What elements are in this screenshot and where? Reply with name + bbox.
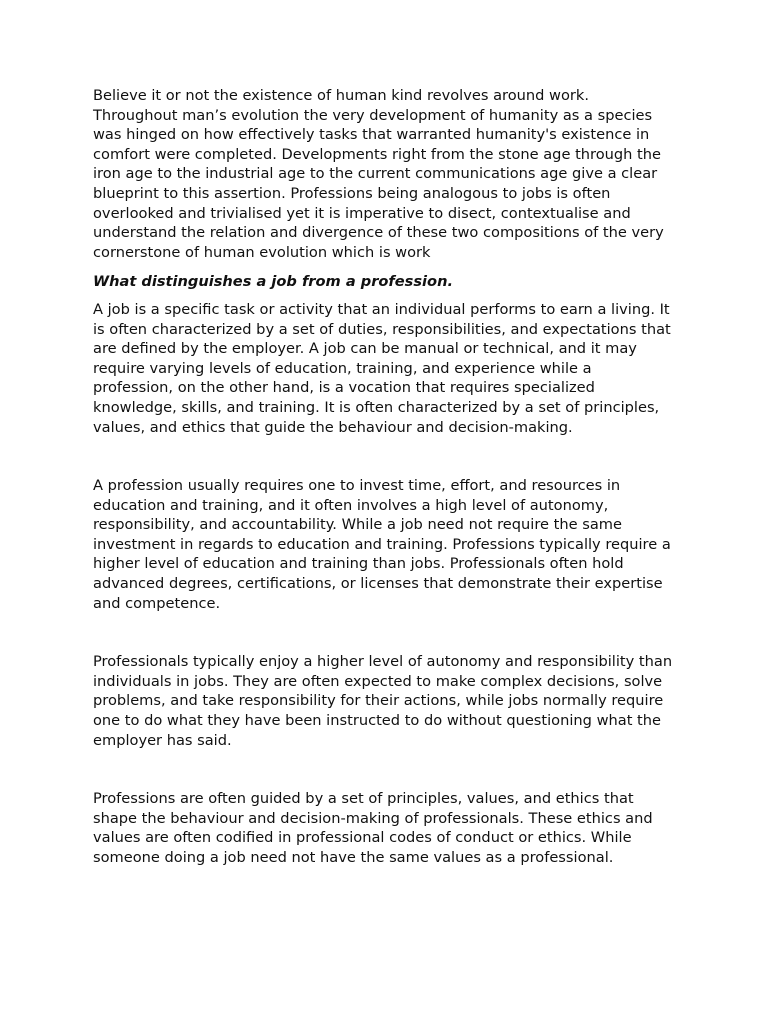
paragraph-spacer	[93, 437, 675, 476]
paragraph-spacer	[93, 750, 675, 789]
intro-paragraph: Believe it or not the existence of human kind revolves around work. Throughout man’s evolution the very development of humanity as a species was hinged on how effectively tasks that warranted humanity's existence in comfort were completed. Developments right from the stone age through the iron age to the industrial age to the current communications age give a clear blueprint to this assertion. Professions being analogous to jobs is often overlooked and trivialised yet it is imperative to disect, contextualise and understand the relation and divergence of these two compositions of the very cornerstone of human evolution which is work	[93, 87, 664, 261]
investment-paragraph: A profession usually requires one to invest time, effort, and resources in education and training, and it often involves a high level of autonomy, responsibility, and accountability. While a job need not require the same investment in regards to education and training. Professions typically require a higher level of education and training than jobs. Professionals often hold advanced degrees, certifications, or licenses that demonstrate their expertise and competence.	[93, 477, 671, 612]
section-heading: What distinguishes a job from a profession.	[93, 273, 453, 291]
definition-paragraph: A job is a specific task or activity that an individual performs to earn a living. It is often characterized by a set of duties, responsibilities, and expectations that are defined by the employer. A job can be manual or technical, and it may require varying levels of education, training, and experience while a profession, on the other hand, is a vocation that requires specialized knowledge, skills, and training. It is often characterized by a set of principles, values, and ethics that guide the behaviour and decision-making.	[93, 300, 671, 436]
autonomy-paragraph: Professionals typically enjoy a higher level of autonomy and responsibility than individuals in jobs. They are often expected to make complex decisions, solve problems, and take responsibility for their actions, while jobs normally require one to do what they have been instructed to do without questioning what the employer has said.	[93, 653, 673, 749]
paragraph-spacer	[93, 613, 675, 652]
ethics-paragraph: Professions are often guided by a set of principles, values, and ethics that shape the behaviour and decision-making of professionals. These ethics and values are often codified in professional codes of conduct or ethics. While someone doing a job need not have the same values as a professional.	[93, 790, 653, 866]
document-page	[93, 86, 675, 868]
